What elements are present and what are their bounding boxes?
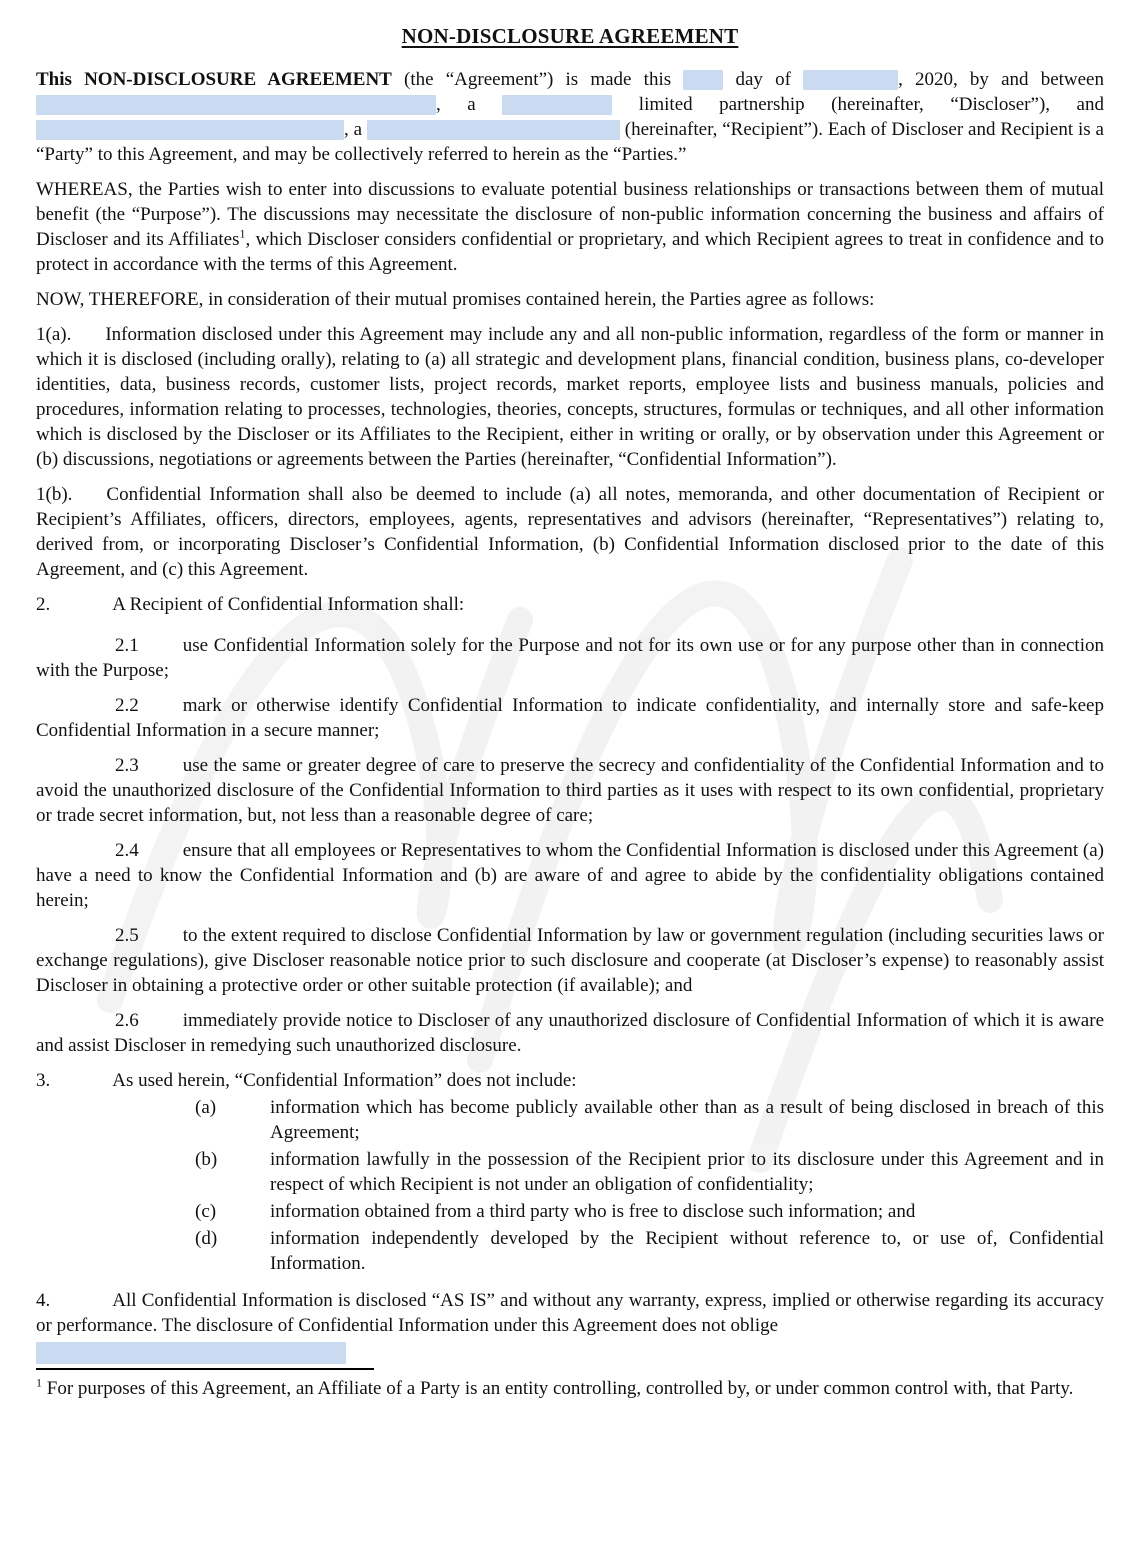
intro-text-2: day of — [723, 69, 804, 90]
clause-2-5-text: to the extent required to disclose Confidential Information by law or government regulation (including securities laws or exchange regulations), give Discloser reasonable notice prior to such disclosure and cooperate (at Discloser’s expense) to reasonably assist Discloser in obtaining a protective order or other suitable protection (if available); and — [36, 925, 1104, 996]
clause-3-item-b-text: information lawfully in the possession of the Recipient prior to its disclosure under this Agreement and in respect of which Recipient is not under an obligation of confidentiality; — [270, 1149, 1104, 1195]
discloser-name-field[interactable] — [36, 95, 436, 115]
clause-3-item-d-label: (d) — [195, 1228, 218, 1249]
recipient-type-field[interactable] — [367, 120, 620, 140]
clause-1a-text: Information disclosed under this Agreement may include any and all non-public information, regardless of the form or manner in which it is disclosed (including orally), relating to (a) all strategic and development plans, financial condition, business plans, co-developer identities, data, business records, customer lists, project records, market reports, employee lists and business manuals, policies and procedures, information relating to processes, technologies, theories, concepts, structures, formulas or techniques, and all other information which is disclosed by the Discloser or its Affiliates to the Recipient, either in writing or orally, or by observation under this Agreement or (b) discussions, negotiations or agreements between the Parties (hereinafter, “Confidential Information”). — [36, 324, 1104, 470]
clause-1b-text: Confidential Information shall also be deemed to include (a) all notes, memoranda, and other documentation of Recipient or Recipient’s Affiliates, officers, directors, employees, agents, representatives and advisors (hereinafter, “Representatives”) relating to, derived from, or incorporating Discloser’s Confidential Information, (b) Confidential Information disclosed prior to the date of this Agreement, and (c) this Agreement. — [36, 484, 1104, 580]
clause-3-item-a-label: (a) — [195, 1097, 217, 1118]
clause-3-item-b — [195, 1147, 1104, 1197]
clause-2-5 — [36, 923, 1104, 998]
clause-2-3 — [36, 753, 1104, 828]
clause-4-text: All Confidential Information is disclosed “AS IS” and without any warranty, express, implied or otherwise regarding its accuracy or performance. The disclosure of Confidential Information under this Agreement does not oblige — [36, 1290, 1104, 1336]
document-title: NON-DISCLOSURE AGREEMENT — [401, 24, 739, 48]
footnote-number: 1 — [36, 1375, 42, 1390]
whereas-text-2: , which Discloser considers confidential or proprietary, and which Recipient agrees to treat in confidence and to protect in accordance with the terms of this Agreement. — [36, 229, 1104, 275]
clause-1b-label: 1(b). — [36, 484, 73, 505]
clause-2 — [36, 592, 1104, 617]
clause-2-6 — [36, 1008, 1104, 1058]
clause-4 — [36, 1288, 1104, 1338]
intro-text-3: , 2020, by and between — [898, 69, 1104, 90]
clause-1a — [36, 322, 1104, 472]
clause-3-item-c-label: (c) — [195, 1201, 217, 1222]
intro-text-4: , a — [436, 94, 503, 115]
discloser-state-field[interactable] — [502, 95, 612, 115]
intro-text-6: , a — [344, 119, 367, 140]
clause-3-item-a-text: information which has become publicly available other than as a result of being disclosed in breach of this Agreement; — [270, 1097, 1104, 1143]
whereas-text-1: WHEREAS, the Parties wish to enter into discussions to evaluate potential business relationships or transactions between them of mutual benefit (the “Purpose”). The discussions may necessitate the disclosure of non-public information concerning the business and affairs of Discloser and its Affiliates — [36, 179, 1104, 250]
clause-2-4-label: 2.4 — [115, 840, 139, 861]
clause-2-1 — [36, 633, 1104, 683]
clause-2-2-label: 2.2 — [115, 695, 139, 716]
clause-2-1-label: 2.1 — [115, 635, 139, 656]
clause-4-continuation-field[interactable] — [36, 1342, 346, 1364]
intro-text-1: (the “Agreement”) is made this — [391, 69, 684, 90]
intro-text-5: limited partnership (hereinafter, “Discloser”), and — [612, 94, 1104, 115]
clause-2-4-text: ensure that all employees or Representatives to whom the Confidential Information is disclosed under this Agreement (a) have a need to know the Confidential Information and (b) are aware of and agree to abide by the confidentiality obligations contained herein; — [36, 840, 1104, 911]
clause-2-6-label: 2.6 — [115, 1010, 139, 1031]
clause-3-item-d-text: information independently developed by the Recipient without reference to, or use of, Confidential Information. — [270, 1228, 1104, 1274]
footnote-text: For purposes of this Agreement, an Affiliate of a Party is an entity controlling, controlled by, or under common control with, that Party. — [42, 1378, 1074, 1399]
recipient-name-field[interactable] — [36, 120, 344, 140]
footnote-separator — [36, 1368, 374, 1370]
clause-1a-label: 1(a). — [36, 324, 72, 345]
clause-2-2-text: mark or otherwise identify Confidential Information to indicate confidentiality, and internally store and safe-keep Confidential Information in a secure manner; — [36, 695, 1104, 741]
clause-2-text: A Recipient of Confidential Information shall: — [112, 594, 465, 615]
intro-lead-text: This NON-DISCLOSURE AGREEMENT — [36, 69, 392, 90]
intro-paragraph — [36, 67, 1104, 167]
clause-3-item-a — [195, 1095, 1104, 1145]
clause-4-label: 4. — [36, 1290, 51, 1311]
whereas-paragraph — [36, 177, 1104, 277]
clause-3-item-b-label: (b) — [195, 1149, 218, 1170]
clause-2-3-text: use the same or greater degree of care to preserve the secrecy and confidentiality of the Confidential Information and to avoid the unauthorized disclosure of the Confidential Information to third parties as it uses with respect to its own confidential, proprietary or trade secret information, but, not less than a reasonable degree of care; — [36, 755, 1104, 826]
clause-2-2 — [36, 693, 1104, 743]
clause-3-label: 3. — [36, 1070, 51, 1091]
intro-text-7: (hereinafter, “Recipient”). Each of Discloser and Recipient is a “Party” to this Agreement, and may be collectively referred to herein as the “Parties.” — [36, 119, 1104, 165]
day-field[interactable] — [683, 70, 723, 90]
clause-2-3-label: 2.3 — [115, 755, 139, 776]
clause-3-block — [36, 1068, 1104, 1276]
footnote-reference-mark: 1 — [239, 226, 246, 241]
clause-2-label: 2. — [36, 594, 51, 615]
clause-2-5-label: 2.5 — [115, 925, 139, 946]
clause-3-text: As used herein, “Confidential Information” does not include: — [112, 1070, 577, 1091]
clause-3-item-c — [195, 1199, 1104, 1224]
clause-2-1-text: use Confidential Information solely for the Purpose and not for its own use or for any purpose other than in connection with the Purpose; — [36, 635, 1104, 681]
clause-3 — [36, 1068, 1104, 1093]
clause-1b — [36, 482, 1104, 582]
clause-2-4 — [36, 838, 1104, 913]
clause-3-item-c-text: information obtained from a third party who is free to disclose such information; and — [270, 1201, 916, 1222]
clause-2-6-text: immediately provide notice to Discloser of any unauthorized disclosure of Confidential Information of which it is aware and assist Discloser in remedying such unauthorized disclosure. — [36, 1010, 1104, 1056]
clause-3-item-d — [195, 1226, 1104, 1276]
month-field[interactable] — [803, 70, 898, 90]
footnote-paragraph — [36, 1376, 1104, 1402]
now-therefore-paragraph: NOW, THEREFORE, in consideration of their mutual promises contained herein, the Parties agree as follows: — [36, 289, 875, 310]
